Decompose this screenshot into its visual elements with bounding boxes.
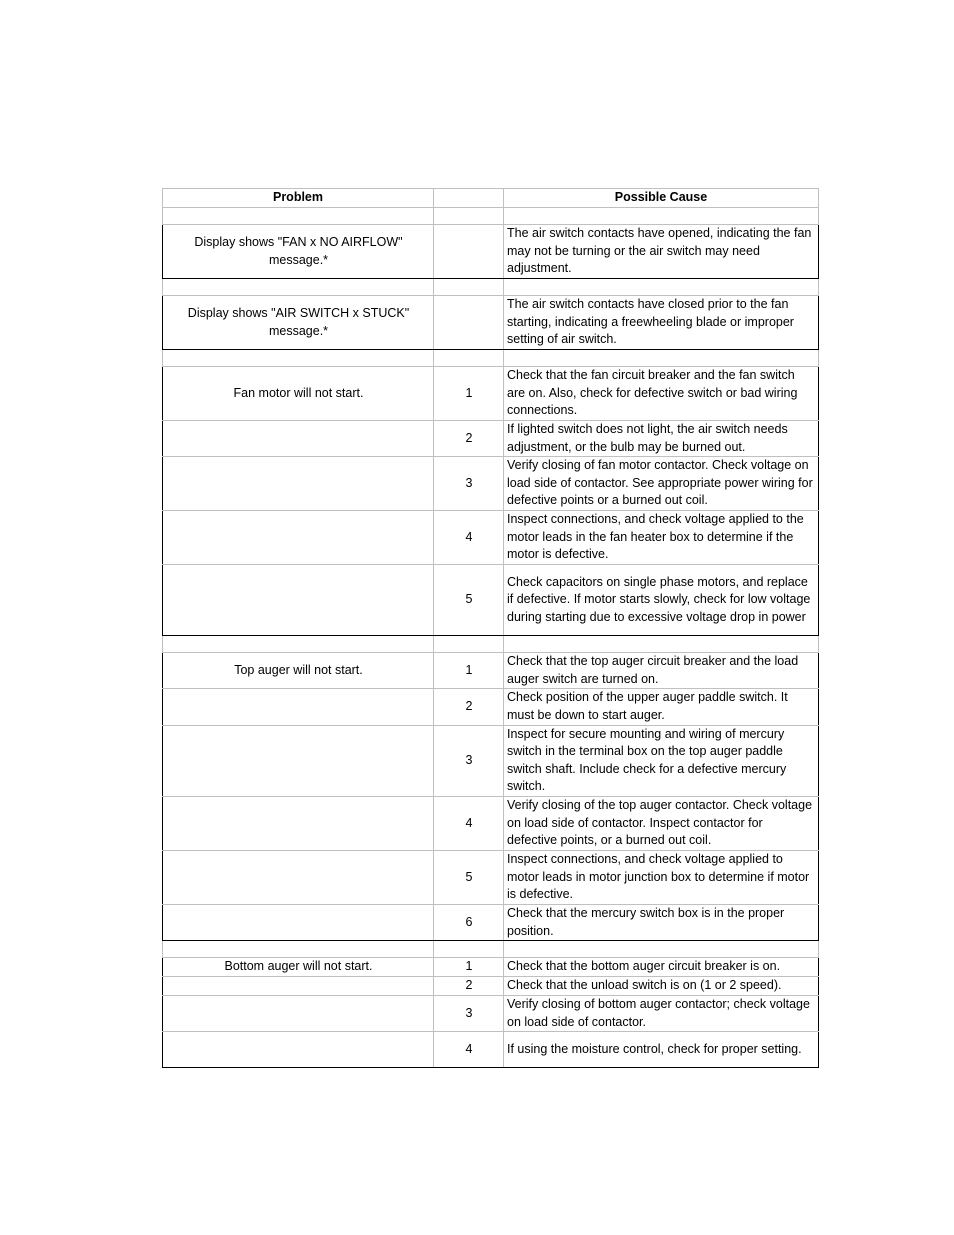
cause-text-cell: If using the moisture control, check for proper setting. (504, 1032, 819, 1068)
spacer-cell (434, 636, 504, 653)
problem-cell (163, 796, 434, 850)
spacer-cell (504, 350, 819, 367)
problem-cell (163, 457, 434, 511)
table-row (163, 225, 819, 279)
cause-number-cell: 2 (434, 689, 504, 725)
cause-text-cell: Inspect connections, and check voltage applied to motor leads in motor junction box to determine if motor is defective. (504, 850, 819, 904)
table-row (163, 367, 819, 421)
spacer-cell (163, 208, 434, 225)
cause-text-cell: Check that the fan circuit breaker and the fan switch are on. Also, check for defective switch or bad wiring connections. (504, 367, 819, 421)
cause-text-cell: Check position of the upper auger paddle switch. It must be down to start auger. (504, 689, 819, 725)
table-row (163, 725, 819, 796)
cause-text-cell: Verify closing of the top auger contactor. Check voltage on load side of contactor. Inspect contactor for defective points, or a burned out coil. (504, 796, 819, 850)
cause-number-cell: 6 (434, 904, 504, 940)
cause-number-cell: 4 (434, 1032, 504, 1068)
spacer-row (163, 350, 819, 367)
cause-text-cell: Verify closing of bottom auger contactor; check voltage on load side of contactor. (504, 996, 819, 1032)
table-row (163, 1032, 819, 1068)
table-row (163, 796, 819, 850)
cause-text-cell: The air switch contacts have opened, indicating the fan may not be turning or the air switch may need adjustment. (504, 225, 819, 279)
problem-cell: Fan motor will not start. (163, 367, 434, 421)
header-cause: Possible Cause (504, 189, 819, 208)
problem-cell (163, 421, 434, 457)
problem-cell (163, 904, 434, 940)
table-row (163, 296, 819, 350)
troubleshooting-table (162, 188, 819, 1068)
table-row (163, 457, 819, 511)
table-row (163, 904, 819, 940)
table-row (163, 958, 819, 977)
cause-number-cell: 4 (434, 796, 504, 850)
cause-text-cell: Verify closing of fan motor contactor. Check voltage on load side of contactor. See appropriate power wiring for defective points or a burned out coil. (504, 457, 819, 511)
problem-cell: Top auger will not start. (163, 653, 434, 689)
table-row (163, 850, 819, 904)
table-row (163, 977, 819, 996)
table-row (163, 565, 819, 636)
cause-number-cell (434, 296, 504, 350)
problem-cell (163, 996, 434, 1032)
cause-text-cell: Inspect for secure mounting and wiring of mercury switch in the terminal box on the top auger paddle switch shaft. Include check for a defective mercury switch. (504, 725, 819, 796)
cause-number-cell: 1 (434, 367, 504, 421)
table-row (163, 511, 819, 565)
spacer-cell (504, 208, 819, 225)
cause-text-cell: The air switch contacts have closed prior to the fan starting, indicating a freewheeling blade or improper setting of air switch. (504, 296, 819, 350)
cause-number-cell: 5 (434, 565, 504, 636)
cause-number-cell: 3 (434, 996, 504, 1032)
cause-number-cell: 2 (434, 977, 504, 996)
problem-cell (163, 565, 434, 636)
spacer-cell (163, 941, 434, 958)
header-problem: Problem (163, 189, 434, 208)
problem-cell (163, 977, 434, 996)
problem-cell: Display shows "AIR SWITCH x STUCK" message.* (163, 296, 434, 350)
cause-text-cell: Check capacitors on single phase motors, and replace if defective. If motor starts slowly, check for low voltage during starting due to excessive voltage drop in power (504, 565, 819, 636)
spacer-row (163, 636, 819, 653)
spacer-row (163, 279, 819, 296)
problem-cell (163, 511, 434, 565)
table-row (163, 653, 819, 689)
header-row (163, 189, 819, 208)
spacer-cell (434, 208, 504, 225)
cause-text-cell: Check that the unload switch is on (1 or 2 speed). (504, 977, 819, 996)
cause-number-cell: 4 (434, 511, 504, 565)
spacer-cell (504, 279, 819, 296)
spacer-cell (504, 941, 819, 958)
cause-number-cell: 5 (434, 850, 504, 904)
problem-cell (163, 1032, 434, 1068)
spacer-cell (163, 636, 434, 653)
spacer-cell (163, 279, 434, 296)
header-number (434, 189, 504, 208)
problem-cell: Display shows "FAN x NO AIRFLOW" message.* (163, 225, 434, 279)
table-body (163, 208, 819, 1068)
problem-cell (163, 725, 434, 796)
spacer-cell (504, 636, 819, 653)
cause-number-cell: 2 (434, 421, 504, 457)
cause-number-cell: 3 (434, 457, 504, 511)
cause-text-cell: Check that the top auger circuit breaker and the load auger switch are turned on. (504, 653, 819, 689)
cause-text-cell: Inspect connections, and check voltage applied to the motor leads in the fan heater box to determine if the motor is defective. (504, 511, 819, 565)
table-row (163, 996, 819, 1032)
problem-cell (163, 850, 434, 904)
table-row (163, 421, 819, 457)
spacer-row (163, 941, 819, 958)
cause-text-cell: Check that the bottom auger circuit breaker is on. (504, 958, 819, 977)
spacer-row (163, 208, 819, 225)
spacer-cell (163, 350, 434, 367)
spacer-cell (434, 350, 504, 367)
cause-number-cell (434, 225, 504, 279)
problem-cell: Bottom auger will not start. (163, 958, 434, 977)
problem-cell (163, 689, 434, 725)
spacer-cell (434, 941, 504, 958)
cause-number-cell: 3 (434, 725, 504, 796)
table-row (163, 689, 819, 725)
cause-text-cell: Check that the mercury switch box is in the proper position. (504, 904, 819, 940)
cause-text-cell: If lighted switch does not light, the air switch needs adjustment, or the bulb may be burned out. (504, 421, 819, 457)
cause-number-cell: 1 (434, 958, 504, 977)
cause-number-cell: 1 (434, 653, 504, 689)
spacer-cell (434, 279, 504, 296)
